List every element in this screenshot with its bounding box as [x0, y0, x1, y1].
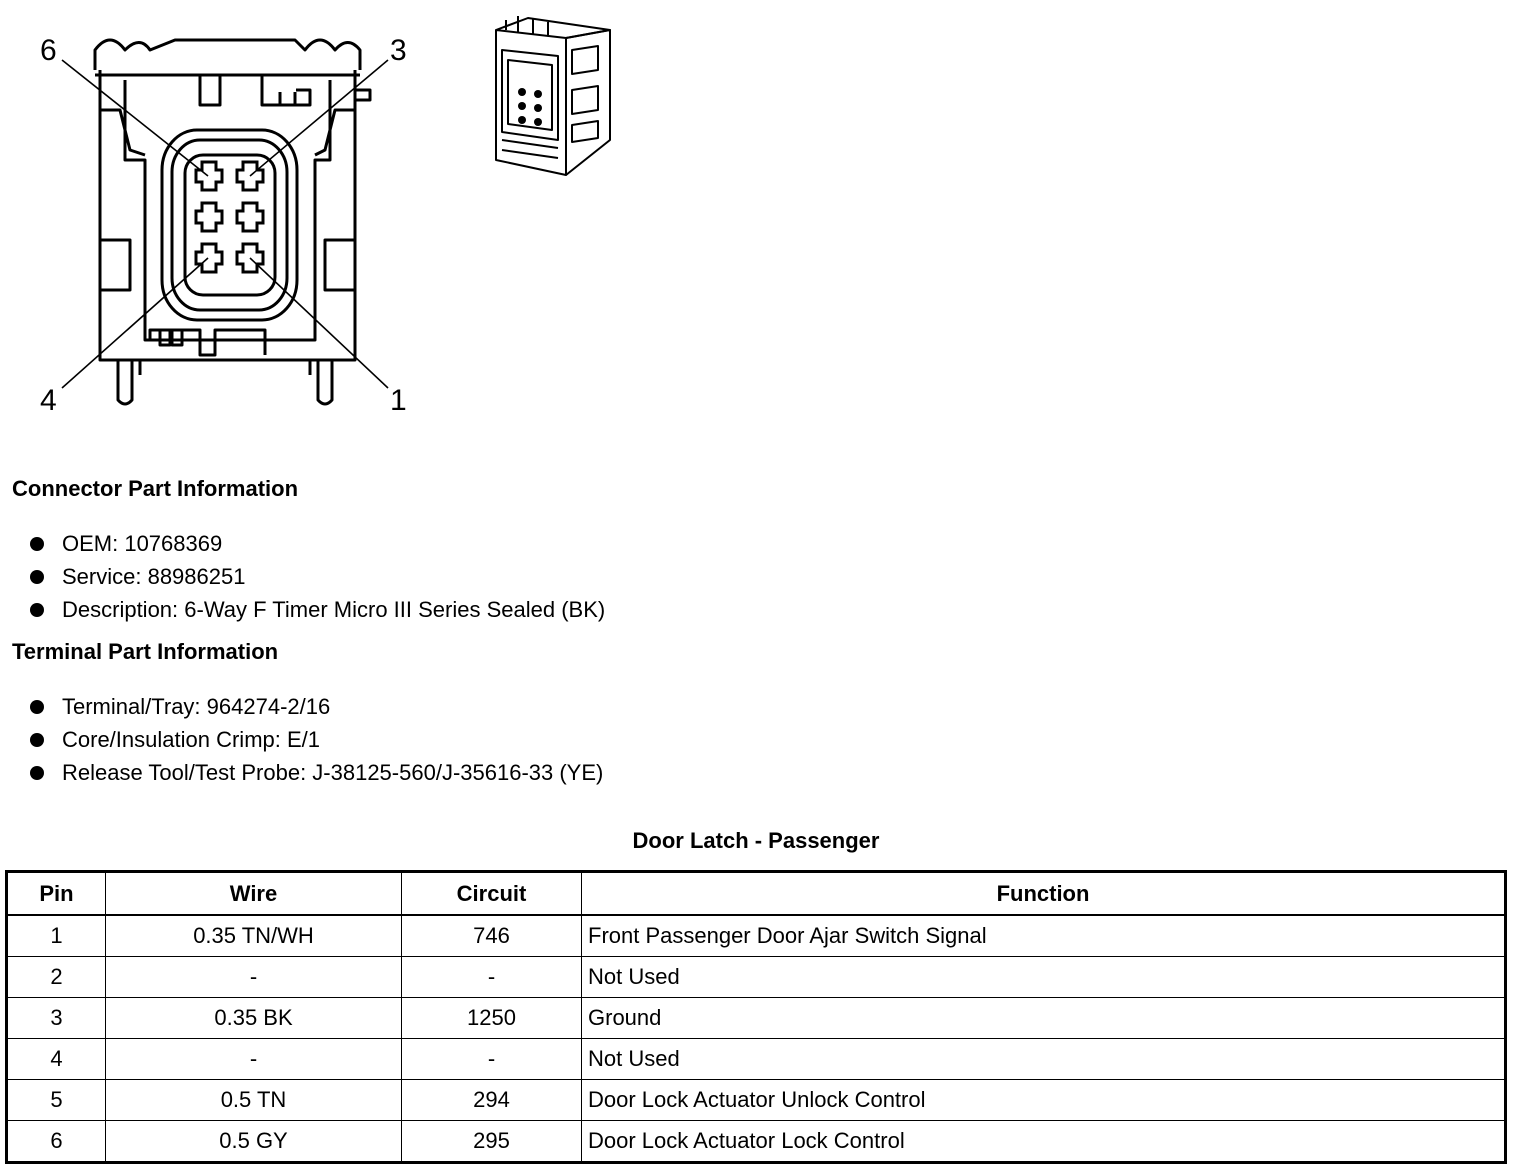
connector-isometric-illustration: [488, 10, 623, 180]
cell-circuit: 746: [402, 915, 582, 957]
cell-function: Not Used: [582, 957, 1506, 998]
cavity-5-icon: [196, 203, 222, 231]
cell-wire: 0.5 TN: [106, 1080, 402, 1121]
pin-label-6: 6: [40, 34, 57, 67]
list-item: Description: 6-Way F Timer Micro III Series Sealed (BK): [28, 596, 605, 629]
cell-pin: 6: [7, 1121, 106, 1163]
cell-function: Door Lock Actuator Unlock Control: [582, 1080, 1506, 1121]
pin-label-1: 1: [390, 384, 407, 417]
column-header-wire: Wire: [106, 872, 402, 916]
pin-label-3: 3: [390, 34, 407, 67]
list-item: Terminal/Tray: 964274-2/16: [28, 693, 603, 726]
leader-line-4: [62, 258, 208, 388]
cell-pin: 4: [7, 1039, 106, 1080]
cell-wire: 0.35 TN/WH: [106, 915, 402, 957]
pin-assignment-table: [5, 870, 1507, 1164]
table-row: [7, 957, 1506, 998]
cell-wire: 0.5 GY: [106, 1121, 402, 1163]
table-title: Door Latch - Passenger: [632, 828, 880, 853]
pin-label-4: 4: [40, 384, 57, 417]
table-row: [7, 998, 1506, 1039]
bullet-icon: [30, 733, 44, 747]
cell-wire: -: [106, 957, 402, 998]
cell-function: Not Used: [582, 1039, 1506, 1080]
cell-function: Door Lock Actuator Lock Control: [582, 1121, 1506, 1163]
column-header-pin: Pin: [7, 872, 106, 916]
bullet-icon: [30, 603, 44, 617]
table-row: [7, 1039, 1506, 1080]
table-header-row: [7, 872, 1506, 916]
cell-circuit: 294: [402, 1080, 582, 1121]
cavity-4-icon: [196, 244, 222, 272]
bullet-icon: [30, 700, 44, 714]
bullet-icon: [30, 537, 44, 551]
cavity-6-icon: [196, 162, 222, 190]
cell-wire: 0.35 BK: [106, 998, 402, 1039]
cell-circuit: -: [402, 1039, 582, 1080]
cell-pin: 5: [7, 1080, 106, 1121]
bullet-icon: [30, 766, 44, 780]
list-item: Release Tool/Test Probe: J-38125-560/J-35616-33 (YE): [28, 759, 603, 792]
cell-circuit: -: [402, 957, 582, 998]
bullet-icon: [30, 570, 44, 584]
column-header-circuit: Circuit: [402, 872, 582, 916]
column-header-function: Function: [582, 872, 1506, 916]
connector-part-info-heading: Connector Part Information: [12, 476, 299, 501]
list-item: OEM: 10768369: [28, 530, 605, 563]
table-row: [7, 915, 1506, 957]
cavity-2-icon: [237, 203, 263, 231]
connector-part-info-list: [28, 530, 605, 629]
table-row: [7, 1080, 1506, 1121]
cell-function: Front Passenger Door Ajar Switch Signal: [582, 915, 1506, 957]
connector-face-diagram: [0, 0, 440, 430]
terminal-part-info-list: [28, 693, 603, 792]
cell-function: Ground: [582, 998, 1506, 1039]
cell-pin: 3: [7, 998, 106, 1039]
cell-wire: -: [106, 1039, 402, 1080]
cell-circuit: 1250: [402, 998, 582, 1039]
terminal-part-info-heading: Terminal Part Information: [12, 639, 279, 664]
list-item: Service: 88986251: [28, 563, 605, 596]
cell-pin: 1: [7, 915, 106, 957]
table-row: [7, 1121, 1506, 1163]
cell-pin: 2: [7, 957, 106, 998]
cell-circuit: 295: [402, 1121, 582, 1163]
list-item: Core/Insulation Crimp: E/1: [28, 726, 603, 759]
